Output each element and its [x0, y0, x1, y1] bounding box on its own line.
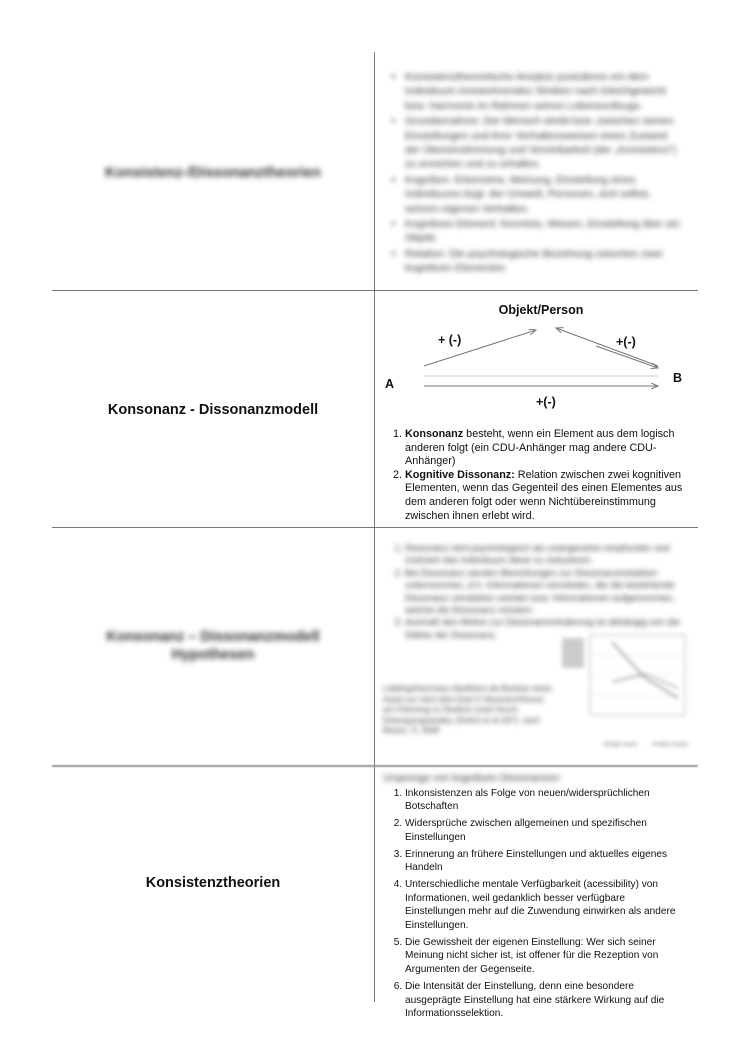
row-divider-2	[52, 527, 698, 528]
balance-diagram	[376, 296, 696, 420]
row2-item-text: Relation zwischen zwei kognitiven Elementen, wenn das Gegenteil des einen Elementes aus dem anderen folgt oder wenn Nichtübereinstimmung zwischen ihnen erlebt wird.	[405, 468, 683, 522]
row1-content	[383, 70, 683, 277]
row4-item: 5. Die Gewissheit der eigenen Einstellung: Wer sich seiner Meinung nicht sicher ist, ist offener für die Rezeption von Argumenten der Gegenseite.	[405, 936, 683, 977]
row-divider-3	[52, 765, 698, 767]
row4-item: 6. Die Intensität der Einstellung, denn eine besondere ausgeprägte Einstellung hat eine stärkere Wirkung auf die Informationsselektion.	[405, 980, 683, 1021]
row3-title-line1: Konsonanz – Dissonanzmodell	[106, 629, 320, 645]
row4-title: Konsistenztheorien	[145, 875, 281, 891]
row3-item: 2. Bei Dissonanz werden Bemühungen zur Dissonanzreduktion unternommen, d.h. Informationen vermieden, die die bestehende Dissonanz verstärken würden bzw. Informationen aufgenommen, welche die Dissonanz mindern.	[405, 567, 683, 617]
row1-title: Konsistenz-/Dissonanztheorien	[105, 165, 321, 181]
row2-item	[405, 469, 683, 523]
diagram-arrow-object-to-b	[596, 346, 658, 368]
row3-caption: Lieblingsfrauchaus Idealfotos als Besitzer eines Autos nur nach dem Kauf © Neumann/Geuss am Fahrzeug zu Studium (nach Acura Entsorgungsstudie), Ehrlich et al 1971, nach Mosen, S. 2008	[383, 684, 552, 735]
row-divider-1	[52, 290, 698, 291]
row4-item: 1. Inkonsistenzen als Folge von neuen/widersprüchlichen Botschaften	[405, 787, 683, 814]
diagram-edge-left-label: + (-)	[438, 333, 462, 347]
row3-content	[383, 542, 683, 641]
row4-item: 4. Unterschiedliche mentale Verfügbarkeit (acessibility) von Informationen, weil gedanklich besser verfügbare Einstellungen mehr auf die Zuwendung einwirken als andere Einstellungen.	[405, 878, 683, 933]
mini-chart-legend-1: Einige Autos	[604, 742, 638, 748]
row3-item: 1. Dissonanz wird psychologisch als unangenehm empfunden und motiviert das Individuum diese zu reduzieren.	[405, 542, 683, 567]
row3-mini-chart	[560, 630, 690, 750]
row4-item: 3. Erinnerung an frühere Einstellungen und aktuelles eigenes Handeln	[405, 848, 683, 875]
diagram-top-label: Objekt/Person	[498, 303, 584, 317]
row2-content	[383, 428, 683, 523]
row2-title: Konsonanz - Dissonanzmodell	[107, 402, 319, 418]
row3-item: 3. Ausmaß des Motivs zur Dissonanzminderung ist abhängig von der Stärke der Dissonanz.	[405, 616, 683, 641]
row4-item: 2. Widersprüche zwischen allgemeinen und spezifischen Einstellungen	[405, 817, 683, 844]
row1-bullet: • Kognition: Erkenntnis, Meinung, Einstellung eines Individuums bzgl. der Umwelt, Personen, sich selbst, seinem eigenen Verhalten.	[405, 173, 683, 216]
row1-bullet: • Grundannahme: Der Mensch strebt bzw. zwischen seinen Einstellungen und ihrer Verhaltensweisen einen Zustand der Übereinstimmung und Vereinbarkeit (der „Konsistenz“) zu erreichen und zu erhalten.	[405, 114, 683, 172]
diagram-edge-right-label: +(-)	[616, 335, 636, 349]
row1-bullet: • Relation: Die psychologische Beziehung zwischen zwei kognitiven Elementen	[405, 247, 683, 276]
diagram-label-a: A	[385, 377, 395, 391]
row4-content	[383, 772, 683, 1021]
row3-title	[52, 628, 374, 664]
diagram-edge-bottom-label: +(-)	[536, 395, 556, 409]
row2-item-bold: Konsonanz	[405, 428, 464, 440]
row3-title-line2: Hypothesen	[171, 647, 255, 663]
row1-bullet: • Konsistenztheoretische Ansätze postulieren ein dem Individuum innewohnendes Streben nach Gleichgewicht bzw. Harmonie im Rahmen seines Lebensvollzugs.	[405, 70, 683, 113]
row2-item-bold: Kognitive Dissonanz:	[405, 468, 515, 481]
diagram-label-b: B	[673, 371, 683, 385]
row2-item	[405, 428, 683, 469]
row1-bullet: • Kognitives Element: Kenntnis, Wissen, Einstellung über ein Objekt	[405, 217, 683, 246]
row4-intro: Ursprünge von kognitiven Dissonanzen:	[383, 773, 562, 784]
mini-chart-legend-2: Andere Autos	[652, 742, 689, 748]
row2-item-text: besteht, wenn ein Element aus dem logisch anderen folgt (ein CDU-Anhänger mag andere CDU-Anhänger)	[405, 428, 675, 468]
diagram-arrow-b-to-object	[556, 328, 658, 366]
